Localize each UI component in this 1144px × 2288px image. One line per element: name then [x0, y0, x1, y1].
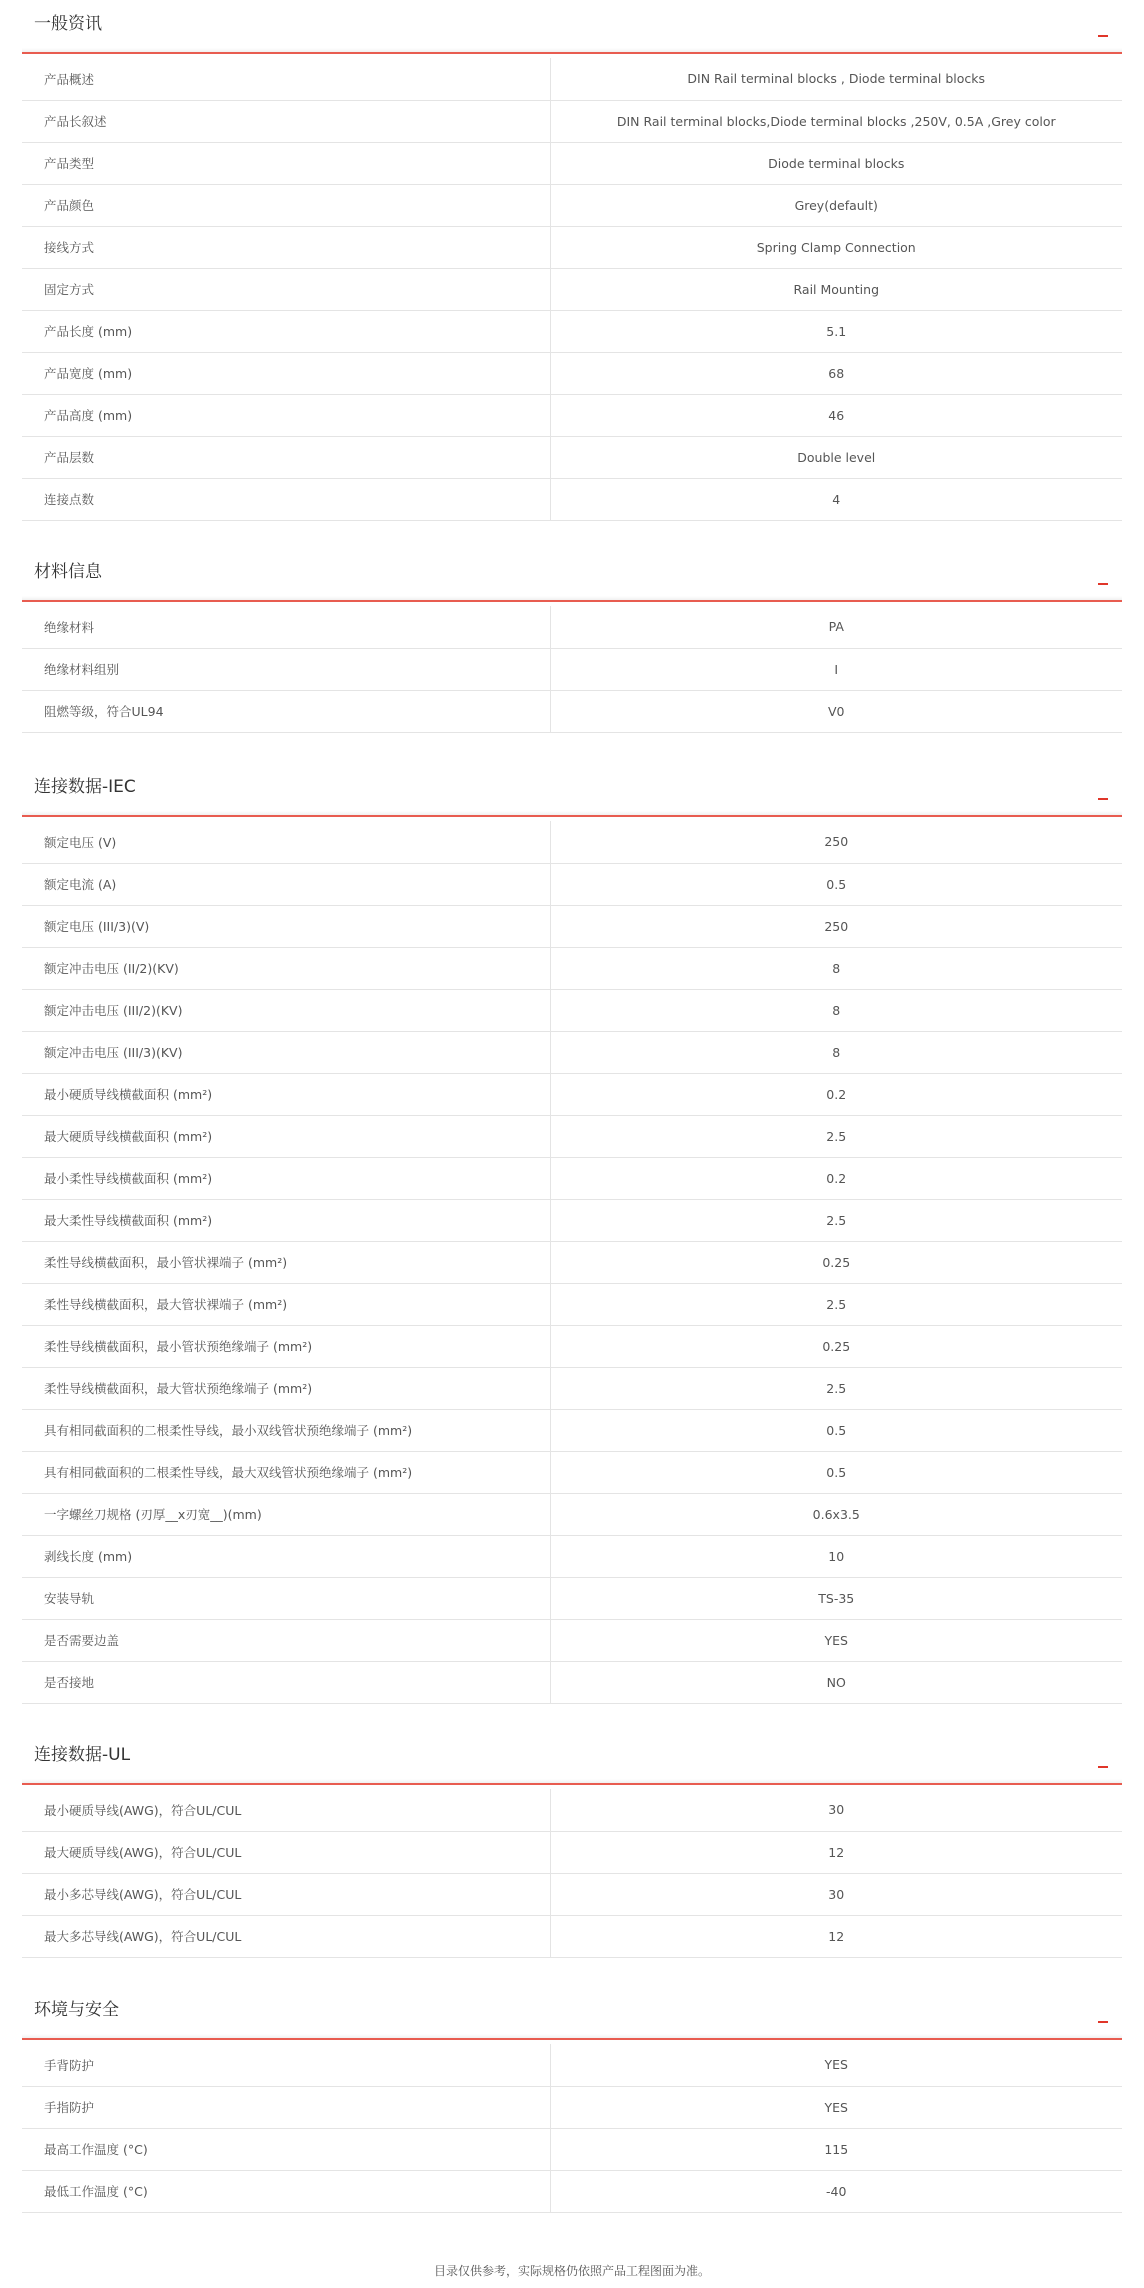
table-row — [22, 1873, 1122, 1915]
minus-icon[interactable] — [1096, 1753, 1110, 1771]
row-value: 30 — [550, 1873, 1122, 1915]
section-header — [22, 1743, 1122, 1785]
row-label: 最大硬质导线(AWG)，符合UL/CUL — [22, 1831, 550, 1873]
row-label: 额定电压 (V) — [22, 821, 550, 863]
row-label: 产品高度 (mm) — [22, 394, 550, 436]
table-row — [22, 1409, 1122, 1451]
minus-icon[interactable] — [1096, 785, 1110, 803]
row-value: Spring Clamp Connection — [550, 226, 1122, 268]
table-row — [22, 58, 1122, 100]
table-row — [22, 1031, 1122, 1073]
row-value: 2.5 — [550, 1283, 1122, 1325]
row-value: NO — [550, 1661, 1122, 1703]
section-header — [22, 560, 1122, 602]
table-row — [22, 989, 1122, 1031]
table-row — [22, 1577, 1122, 1619]
row-value: 5.1 — [550, 310, 1122, 352]
row-label: 阻燃等级，符合UL94 — [22, 690, 550, 732]
row-value: 0.5 — [550, 1451, 1122, 1493]
section-title: 环境与安全 — [34, 2000, 119, 2020]
row-value: 8 — [550, 1031, 1122, 1073]
row-label: 额定电压 (III/3)(V) — [22, 905, 550, 947]
row-value: YES — [550, 2044, 1122, 2086]
table-row — [22, 2170, 1122, 2212]
row-label: 连接点数 — [22, 478, 550, 520]
section-header — [22, 1998, 1122, 2040]
table-row — [22, 1661, 1122, 1703]
row-value: TS-35 — [550, 1577, 1122, 1619]
table-row — [22, 2086, 1122, 2128]
row-value: Diode terminal blocks — [550, 142, 1122, 184]
row-value: 0.25 — [550, 1241, 1122, 1283]
section-divider — [22, 52, 1122, 54]
table-row — [22, 1325, 1122, 1367]
section-title: 连接数据-IEC — [34, 777, 136, 797]
row-label: 产品颜色 — [22, 184, 550, 226]
row-label: 具有相同截面积的二根柔性导线，最大双线管状预绝缘端子 (mm²) — [22, 1451, 550, 1493]
row-value: I — [550, 648, 1122, 690]
row-value: 12 — [550, 1915, 1122, 1957]
table-row — [22, 1535, 1122, 1577]
row-value: 0.2 — [550, 1157, 1122, 1199]
table-row — [22, 606, 1122, 648]
row-label: 是否需要边盖 — [22, 1619, 550, 1661]
table-row — [22, 947, 1122, 989]
table-row — [22, 648, 1122, 690]
row-value: 2.5 — [550, 1367, 1122, 1409]
table-row — [22, 905, 1122, 947]
row-label: 额定冲击电压 (III/2)(KV) — [22, 989, 550, 1031]
row-label: 最小柔性导线横截面积 (mm²) — [22, 1157, 550, 1199]
row-value: PA — [550, 606, 1122, 648]
table-row — [22, 2128, 1122, 2170]
section-title: 材料信息 — [34, 562, 102, 582]
row-value: 250 — [550, 821, 1122, 863]
row-label: 一字螺丝刀规格 (刃厚__x刃宽__)(mm) — [22, 1493, 550, 1535]
table-row — [22, 690, 1122, 732]
row-label: 剥线长度 (mm) — [22, 1535, 550, 1577]
row-label: 绝缘材料组别 — [22, 648, 550, 690]
row-label: 产品长叙述 — [22, 100, 550, 142]
row-value: 250 — [550, 905, 1122, 947]
table-row — [22, 1831, 1122, 1873]
row-label: 产品类型 — [22, 142, 550, 184]
row-label: 产品长度 (mm) — [22, 310, 550, 352]
section-divider — [22, 600, 1122, 602]
row-label: 最高工作温度 (°C) — [22, 2128, 550, 2170]
row-value: 2.5 — [550, 1115, 1122, 1157]
table-row — [22, 352, 1122, 394]
row-label: 额定冲击电压 (III/3)(KV) — [22, 1031, 550, 1073]
table-row — [22, 863, 1122, 905]
section-header — [22, 775, 1122, 817]
table-row — [22, 1915, 1122, 1957]
row-value: Double level — [550, 436, 1122, 478]
minus-icon[interactable] — [1096, 2008, 1110, 2026]
row-value: Rail Mounting — [550, 268, 1122, 310]
spec-table — [22, 2044, 1122, 2213]
row-value: 0.5 — [550, 863, 1122, 905]
table-row — [22, 821, 1122, 863]
section-divider — [22, 815, 1122, 817]
footer-note: 目录仅供参考，实际规格仍依照产品工程图面为准。 — [433, 2264, 710, 2278]
section-title: 连接数据-UL — [34, 1745, 131, 1765]
row-label: 绝缘材料 — [22, 606, 550, 648]
row-label: 最大柔性导线横截面积 (mm²) — [22, 1199, 550, 1241]
row-label: 最小硬质导线(AWG)，符合UL/CUL — [22, 1789, 550, 1831]
row-label: 具有相同截面积的二根柔性导线，最小双线管状预绝缘端子 (mm²) — [22, 1409, 550, 1451]
table-row — [22, 394, 1122, 436]
row-label: 额定冲击电压 (II/2)(KV) — [22, 947, 550, 989]
row-label: 柔性导线横截面积，最大管状裸端子 (mm²) — [22, 1283, 550, 1325]
minus-icon[interactable] — [1096, 570, 1110, 588]
row-label: 手背防护 — [22, 2044, 550, 2086]
row-value: -40 — [550, 2170, 1122, 2212]
row-value: 0.25 — [550, 1325, 1122, 1367]
table-row — [22, 436, 1122, 478]
row-label: 柔性导线横截面积，最大管状预绝缘端子 (mm²) — [22, 1367, 550, 1409]
row-value: YES — [550, 2086, 1122, 2128]
table-row — [22, 142, 1122, 184]
spec-table — [22, 58, 1122, 521]
row-value: DIN Rail terminal blocks,Diode terminal blocks ,250V, 0.5A ,Grey color — [550, 100, 1122, 142]
row-value: 46 — [550, 394, 1122, 436]
table-row — [22, 310, 1122, 352]
row-label: 柔性导线横截面积，最小管状预绝缘端子 (mm²) — [22, 1325, 550, 1367]
row-label: 固定方式 — [22, 268, 550, 310]
row-value: V0 — [550, 690, 1122, 732]
table-row — [22, 268, 1122, 310]
row-label: 最小硬质导线横截面积 (mm²) — [22, 1073, 550, 1115]
row-value: 8 — [550, 947, 1122, 989]
row-label: 是否接地 — [22, 1661, 550, 1703]
row-label: 产品宽度 (mm) — [22, 352, 550, 394]
spec-table — [22, 1789, 1122, 1958]
row-value: 68 — [550, 352, 1122, 394]
table-row — [22, 1241, 1122, 1283]
row-label: 产品层数 — [22, 436, 550, 478]
row-label: 接线方式 — [22, 226, 550, 268]
table-row — [22, 1619, 1122, 1661]
table-row — [22, 1789, 1122, 1831]
table-row — [22, 1199, 1122, 1241]
row-value: 115 — [550, 2128, 1122, 2170]
minus-icon[interactable] — [1096, 22, 1110, 40]
row-label: 最大多芯导线(AWG)，符合UL/CUL — [22, 1915, 550, 1957]
row-label: 最低工作温度 (°C) — [22, 2170, 550, 2212]
section-header — [22, 12, 1122, 54]
table-row — [22, 2044, 1122, 2086]
spec-table — [22, 821, 1122, 1704]
table-row — [22, 226, 1122, 268]
table-row — [22, 1367, 1122, 1409]
row-label: 最大硬质导线横截面积 (mm²) — [22, 1115, 550, 1157]
table-row — [22, 1493, 1122, 1535]
row-value: YES — [550, 1619, 1122, 1661]
row-value: 0.2 — [550, 1073, 1122, 1115]
row-value: 4 — [550, 478, 1122, 520]
table-row — [22, 1073, 1122, 1115]
row-label: 手指防护 — [22, 2086, 550, 2128]
row-label: 最小多芯导线(AWG)，符合UL/CUL — [22, 1873, 550, 1915]
row-value: 30 — [550, 1789, 1122, 1831]
row-value: 10 — [550, 1535, 1122, 1577]
row-label: 产品概述 — [22, 58, 550, 100]
row-value: DIN Rail terminal blocks , Diode terminal blocks — [550, 58, 1122, 100]
row-value: 0.5 — [550, 1409, 1122, 1451]
row-value: 2.5 — [550, 1199, 1122, 1241]
row-value: 12 — [550, 1831, 1122, 1873]
section-title: 一般资讯 — [34, 14, 102, 34]
table-row — [22, 100, 1122, 142]
row-label: 额定电流 (A) — [22, 863, 550, 905]
row-label: 安装导轨 — [22, 1577, 550, 1619]
section-divider — [22, 2038, 1122, 2040]
table-row — [22, 478, 1122, 520]
table-row — [22, 1157, 1122, 1199]
spec-table — [22, 606, 1122, 733]
table-row — [22, 1451, 1122, 1493]
table-row — [22, 1283, 1122, 1325]
table-row — [22, 184, 1122, 226]
section-divider — [22, 1783, 1122, 1785]
row-value: 0.6x3.5 — [550, 1493, 1122, 1535]
row-value: 8 — [550, 989, 1122, 1031]
table-row — [22, 1115, 1122, 1157]
row-value: Grey(default) — [550, 184, 1122, 226]
row-label: 柔性导线横截面积，最小管状裸端子 (mm²) — [22, 1241, 550, 1283]
